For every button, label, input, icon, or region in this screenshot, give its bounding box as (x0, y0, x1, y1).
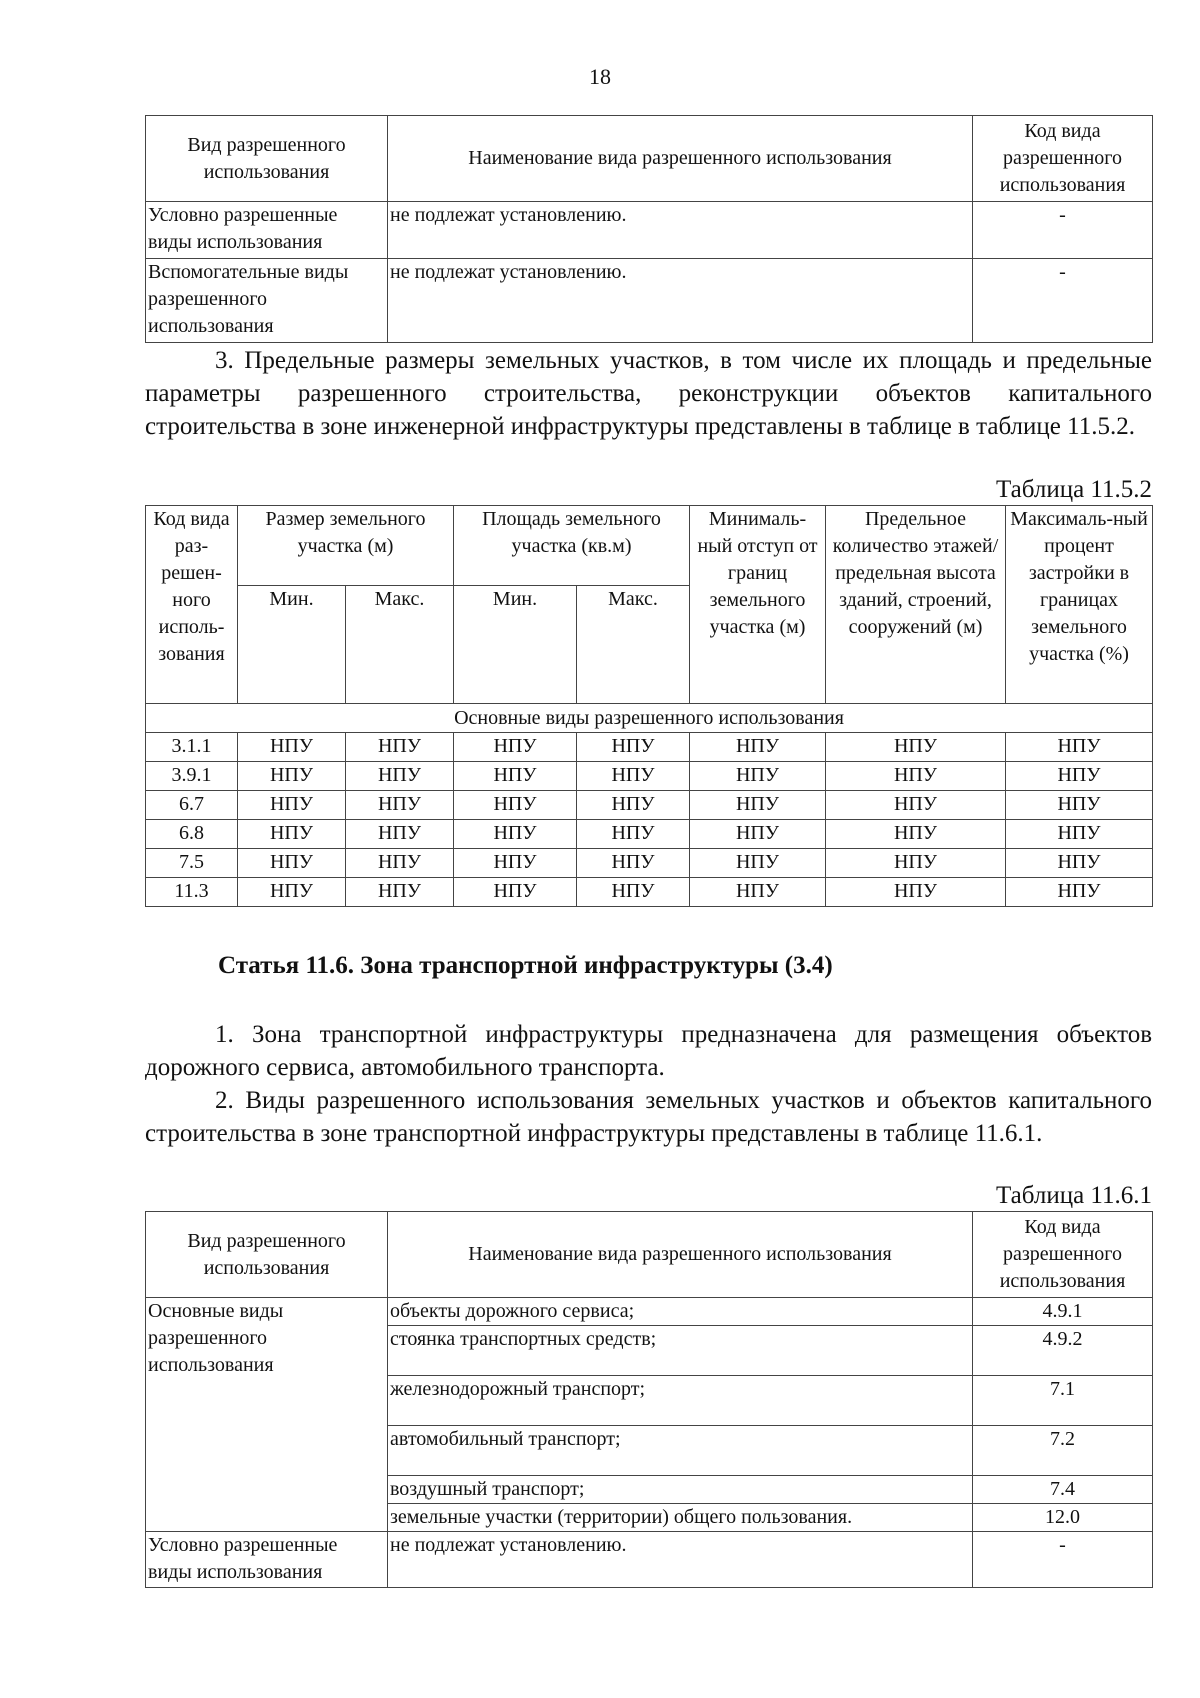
parameter-cell: НПУ (1006, 820, 1153, 849)
use-code-cell: 7.4 (973, 1476, 1153, 1504)
parameter-cell: НПУ (690, 762, 826, 791)
use-code-cell: - (973, 1532, 1153, 1588)
use-name-cell: железнодорожный транспорт; (388, 1376, 973, 1426)
parameter-cell: НПУ (238, 820, 346, 849)
header-use-code: Код вида разрешенного использования (973, 116, 1153, 202)
parameter-cell: НПУ (346, 849, 454, 878)
parameter-cell: НПУ (238, 791, 346, 820)
use-name-cell: стоянка транспортных средств; (388, 1326, 973, 1376)
use-code-cell: 11.3 (146, 878, 238, 907)
parameter-cell: НПУ (346, 878, 454, 907)
use-code-cell: 6.8 (146, 820, 238, 849)
table-row (146, 762, 1153, 791)
parameter-cell: НПУ (454, 878, 577, 907)
parameter-cell: НПУ (346, 733, 454, 762)
table-caption-11-5-2: Таблица 11.5.2 (996, 476, 1152, 503)
use-name-cell: земельные участки (территории) общего пользования. (388, 1504, 973, 1532)
parameter-cell: НПУ (346, 762, 454, 791)
parameter-cell: НПУ (454, 791, 577, 820)
parameter-cell: НПУ (577, 733, 690, 762)
parameter-cell: НПУ (690, 878, 826, 907)
table-row (146, 820, 1153, 849)
header-coverage: Максималь-ный процент застройки в границах земельного участка (%) (1006, 506, 1153, 704)
table-row (146, 259, 1153, 343)
table-row (146, 1532, 1153, 1588)
parameter-cell: НПУ (238, 762, 346, 791)
header-plot-size: Размер земельного участка (м) (238, 506, 454, 586)
use-code-cell: 12.0 (973, 1504, 1153, 1532)
parameter-cell: НПУ (577, 762, 690, 791)
use-name-cell: объекты дорожного сервиса; (388, 1298, 973, 1326)
use-name-cell: не подлежат установлению. (388, 202, 973, 259)
parameter-cell: НПУ (577, 849, 690, 878)
parameter-cell: НПУ (1006, 878, 1153, 907)
parameter-cell: НПУ (577, 791, 690, 820)
table-row (146, 1298, 1153, 1326)
parameter-cell: НПУ (826, 762, 1006, 791)
parameter-cell: НПУ (454, 733, 577, 762)
header-area-max: Макс. (577, 586, 690, 704)
header-use-code: Код вида разрешенного использования (973, 1212, 1153, 1298)
parameter-cell: НПУ (238, 733, 346, 762)
parameter-cell: НПУ (826, 733, 1006, 762)
plot-parameters-table (145, 505, 1153, 907)
use-name-cell: не подлежат установлению. (388, 259, 973, 343)
header-use-name: Наименование вида разрешенного использования (388, 116, 973, 202)
parameter-cell: НПУ (826, 878, 1006, 907)
parameter-cell: НПУ (826, 820, 1006, 849)
header-area-min: Мин. (454, 586, 577, 704)
parameter-cell: НПУ (826, 791, 1006, 820)
header-use-name: Наименование вида разрешенного использования (388, 1212, 973, 1298)
transport-zone-uses-table (145, 1211, 1153, 1588)
parameter-cell: НПУ (454, 762, 577, 791)
page-number: 18 (589, 64, 611, 89)
use-code-cell: - (973, 259, 1153, 343)
parameter-cell: НПУ (690, 791, 826, 820)
use-code-cell: 4.9.2 (973, 1326, 1153, 1376)
use-code-cell: 3.1.1 (146, 733, 238, 762)
parameter-cell: НПУ (1006, 733, 1153, 762)
header-use-kind: Вид разрешенного использования (146, 1212, 388, 1298)
parameter-cell: НПУ (690, 820, 826, 849)
article-heading: Статья 11.6. Зона транспортной инфраструктуры (3.4) (218, 952, 833, 979)
header-floors: Предельное количество этажей/ предельная высота зданий, строений, сооружений (м) (826, 506, 1006, 704)
header-size-min: Мин. (238, 586, 346, 704)
paragraph-3: 3. Предельные размеры земельных участков, в том числе их площадь и предельные параметры разрешенного строительства, реконструкции объектов капитального строительства в зоне инженерной инфраструктуры представлены в таблице в таблице 11.5.2. (145, 347, 1152, 440)
use-name-cell: не подлежат установлению. (388, 1532, 973, 1588)
parameter-cell: НПУ (238, 878, 346, 907)
main-use-kind-cell: Основные виды разрешенного использования (146, 1298, 388, 1532)
header-use-kind: Вид разрешенного использования (146, 116, 388, 202)
permitted-use-table-continued (145, 115, 1153, 343)
table-row (146, 791, 1153, 820)
use-code-cell: 4.9.1 (973, 1298, 1153, 1326)
table-row (146, 733, 1153, 762)
parameter-cell: НПУ (690, 849, 826, 878)
parameter-cell: НПУ (826, 849, 1006, 878)
parameter-cell: НПУ (577, 820, 690, 849)
section-label: Основные виды разрешенного использования (146, 704, 1153, 733)
parameter-cell: НПУ (454, 849, 577, 878)
header-setback: Минималь-ный отступ от границ земельного участка (м) (690, 506, 826, 704)
use-code-cell: - (973, 202, 1153, 259)
table-row (146, 202, 1153, 259)
table-row (146, 849, 1153, 878)
parameter-cell: НПУ (690, 733, 826, 762)
use-code-cell: 7.1 (973, 1376, 1153, 1426)
header-code: Код вида раз-решен-ного исполь-зования (146, 506, 238, 704)
table-caption-11-6-1: Таблица 11.6.1 (996, 1182, 1152, 1209)
parameter-cell: НПУ (577, 878, 690, 907)
use-kind-cell: Условно разрешенные виды использования (146, 202, 388, 259)
paragraph-zone-2: 2. Виды разрешенного использования земельных участков и объектов капитального строительства в зоне транспортной инфраструктуры представлены в таблице 11.6.1. (145, 1087, 1152, 1147)
use-kind-cell: Вспомогательные виды разрешенного использования (146, 259, 388, 343)
table-row (146, 878, 1153, 907)
use-code-cell: 7.2 (973, 1426, 1153, 1476)
parameter-cell: НПУ (1006, 849, 1153, 878)
use-name-cell: воздушный транспорт; (388, 1476, 973, 1504)
use-code-cell: 7.5 (146, 849, 238, 878)
use-code-cell: 6.7 (146, 791, 238, 820)
header-plot-area: Площадь земельного участка (кв.м) (454, 506, 690, 586)
parameter-cell: НПУ (1006, 762, 1153, 791)
parameter-cell: НПУ (454, 820, 577, 849)
parameter-cell: НПУ (1006, 791, 1153, 820)
parameter-cell: НПУ (346, 820, 454, 849)
conditional-use-kind-cell: Условно разрешенные виды использования (146, 1532, 388, 1588)
use-name-cell: автомобильный транспорт; (388, 1426, 973, 1476)
parameter-cell: НПУ (238, 849, 346, 878)
header-size-max: Макс. (346, 586, 454, 704)
paragraph-zone-1: 1. Зона транспортной инфраструктуры предназначена для размещения объектов дорожного сервиса, автомобильного транспорта. (145, 1021, 1152, 1081)
use-code-cell: 3.9.1 (146, 762, 238, 791)
parameter-cell: НПУ (346, 791, 454, 820)
